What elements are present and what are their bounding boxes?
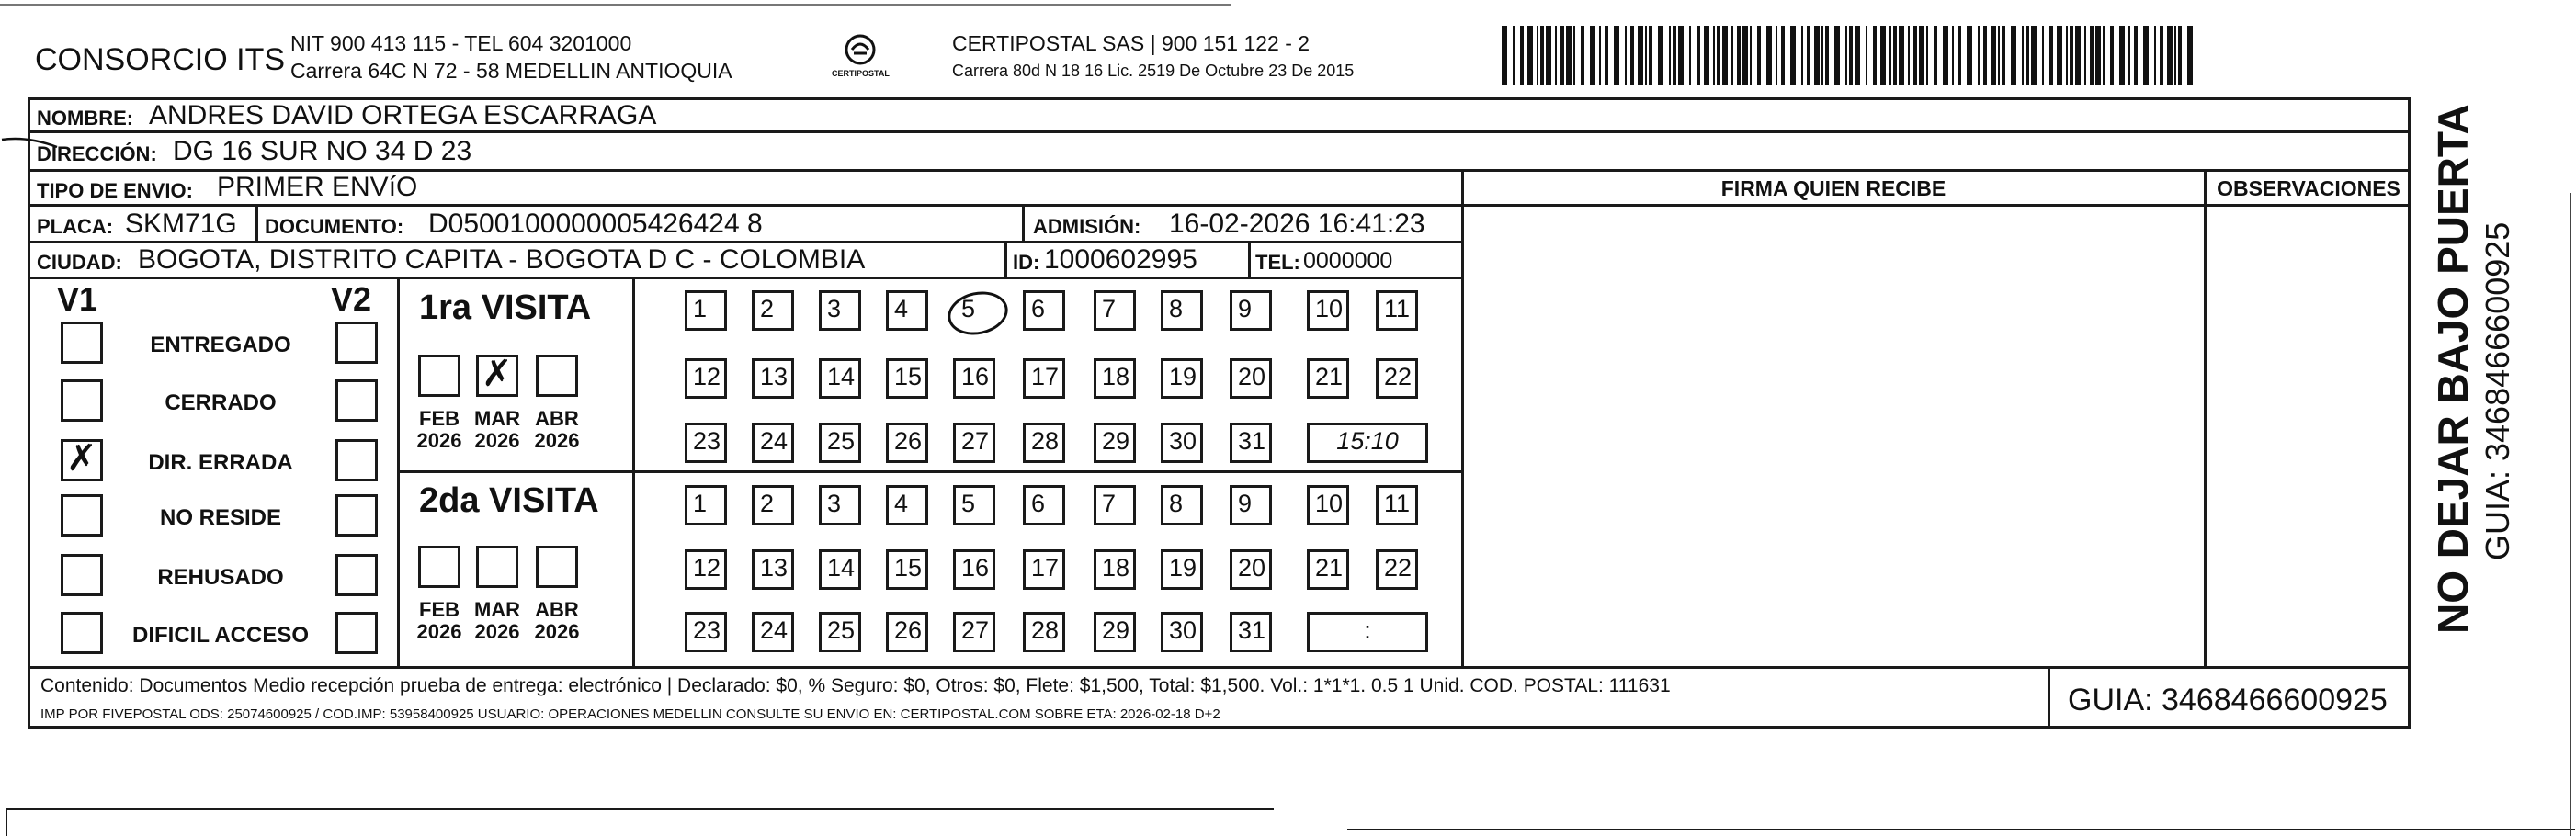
ciudad-label: CIUDAD: [37,251,122,274]
rule-firma-left [1461,169,1464,668]
side-warning: NO DEJAR BAJO PUERTA [2429,104,2477,634]
v1-label: V1 [57,280,98,318]
v1-checkbox [61,612,103,654]
month-checkbox [536,546,578,588]
v2-label: V2 [331,280,372,318]
day-box: 6 [1023,290,1065,331]
second-visit-title: 2da VISITA [419,481,599,520]
rule-tel-sep [1248,241,1251,278]
day-box: 22 [1376,358,1418,399]
month-name: ABR [535,407,579,430]
month-checkbox [476,546,518,588]
id-label: ID: [1013,251,1040,274]
footer-guia: GUIA: 3468466600925 [2068,683,2388,717]
rule-right [2408,97,2411,729]
day-box: 1 [685,290,727,331]
month-label [525,408,589,452]
v2-checkbox [335,322,378,364]
day-box: 4 [886,485,928,525]
v2-checkbox [335,554,378,596]
rule-firma-header [1461,204,2410,207]
day-box: 21 [1307,549,1349,590]
day-box: 11 [1376,485,1418,525]
check-mark-icon: ✗ [482,353,513,395]
v1-checkbox [61,322,103,364]
day-box: 27 [953,612,995,652]
nombre-value: ANDRES DAVID ORTEGA ESCARRAGA [149,100,657,130]
bottom-crop-right [1347,829,2575,830]
admision-value: 16-02-2026 16:41:23 [1169,209,1425,239]
rule-left [28,97,30,729]
month-label [525,599,589,643]
company-name: CONSORCIO ITS [35,42,286,77]
day-box: 8 [1161,485,1203,525]
certipostal-address: Carrera 80d N 18 16 Lic. 2519 De Octubre 23 De 2015 [952,62,1355,80]
direccion-value: DG 16 SUR NO 34 D 23 [173,136,472,166]
month-year: 2026 [474,620,520,644]
v2-checkbox [335,612,378,654]
day-box: 16 [953,549,995,590]
rule-nombre [28,130,2410,133]
day-box: 25 [819,423,861,463]
day-box: 10 [1307,290,1349,331]
barcode-icon [1502,26,2193,85]
day-box: 23 [685,612,727,652]
delivery-state-label: CERRADO [165,390,277,415]
right-edge-line [2570,193,2571,836]
day-box: 20 [1230,549,1272,590]
rule-admision-sep [1022,204,1025,243]
month-checkbox [418,355,460,397]
rule-footer [28,666,2410,669]
month-year: 2026 [534,429,580,453]
delivery-state-label: NO RESIDE [159,505,282,530]
day-box: 22 [1376,549,1418,590]
day-box: 28 [1023,423,1065,463]
side-guia: GUIA: 3468466600925 [2479,221,2516,560]
delivery-state-label: DIR. ERRADA [148,450,293,475]
day-box: 23 [685,423,727,463]
day-box: 2 [752,290,794,331]
day-box: 10 [1307,485,1349,525]
placa-value: SKM71G [125,209,237,239]
ciudad-value: BOGOTA, DISTRITO CAPITA - BOGOTA D C - COLOMBIA [138,244,866,275]
check-mark-icon: ✗ [66,437,97,480]
day-box: 31 [1230,423,1272,463]
day-box: 2 [752,485,794,525]
admision-label: ADMISIÓN: [1033,215,1141,238]
day-box: 18 [1094,549,1136,590]
v1-checkbox [61,554,103,596]
month-label [407,408,471,452]
day-box: 20 [1230,358,1272,399]
month-label [407,599,471,643]
tipo-label: TIPO DE ENVIO: [37,179,193,202]
v2-checkbox [335,379,378,422]
day-box: 12 [685,358,727,399]
tipo-value: PRIMER ENVíO [217,172,418,202]
day-box: 13 [752,549,794,590]
day-box: 28 [1023,612,1065,652]
month-year: 2026 [534,620,580,644]
direccion-label: DIRECCIÓN: [37,142,157,165]
day-box: 15 [886,358,928,399]
day-box: 7 [1094,290,1136,331]
tel-value: 0000000 [1303,248,1393,274]
day-box: 4 [886,290,928,331]
day-box: 3 [819,290,861,331]
logo-text: CERTIPOSTAL [832,69,890,78]
day-box: 5 [961,295,976,322]
day-box: 3 [819,485,861,525]
footer-line-2: IMP POR FIVEPOSTAL ODS: 25074600925 / COD.IMP: 53958400925 USUARIO: OPERACIONES MEDELLIN CONSULTE SU ENVIO EN: CERTIPOSTAL.COM SOBRE ETA: 2026-02-18 D+2 [40,706,1220,722]
documento-label: DOCUMENTO: [265,215,404,238]
month-name: ABR [535,598,579,621]
day-box: 18 [1094,358,1136,399]
day-box: 19 [1161,549,1203,590]
delivery-state-label: REHUSADO [157,565,284,590]
placa-label: PLACA: [37,215,114,238]
month-year: 2026 [474,429,520,453]
day-box: 14 [819,358,861,399]
day-box: 11 [1376,290,1418,331]
month-year: 2026 [416,429,462,453]
month-label [465,599,529,643]
month-checkbox [418,546,460,588]
certipostal-line: CERTIPOSTAL SAS | 900 151 122 - 2 [952,31,1311,55]
month-name: MAR [473,598,521,621]
v1-checkbox [61,494,103,537]
day-box: 30 [1161,423,1203,463]
v2-checkbox [335,439,378,481]
bottom-crop-left [6,808,1274,810]
day-box: 7 [1094,485,1136,525]
v1-checkbox [61,379,103,422]
day-box: 26 [886,423,928,463]
day-box: 17 [1023,358,1065,399]
first-visit-title: 1ra VISITA [419,288,592,327]
nombre-label: NOMBRE: [37,107,134,130]
time-box: 15:10 [1307,423,1428,463]
documento-value: D0500100000005426424 8 [428,209,763,239]
address-line: Carrera 64C N 72 - 58 MEDELLIN ANTIOQUIA [290,59,732,83]
day-box: 31 [1230,612,1272,652]
crop-line-top [0,4,1231,6]
rule-id-sep [1004,241,1007,278]
delivery-state-label: DIFICIL ACCESO [131,623,309,648]
day-box: 17 [1023,549,1065,590]
month-year: 2026 [416,620,462,644]
month-name: MAR [473,407,521,430]
day-box: 8 [1161,290,1203,331]
day-box: 16 [953,358,995,399]
rule-placa-sep [255,204,258,243]
day-box: 5 [953,485,995,525]
v2-checkbox [335,494,378,537]
time-box: : [1307,612,1428,652]
day-box: 1 [685,485,727,525]
month-checkbox [536,355,578,397]
id-value: 1000602995 [1044,244,1197,275]
delivery-state-label: ENTREGADO [150,333,291,357]
day-box: 13 [752,358,794,399]
day-box: 9 [1230,290,1272,331]
day-box: 21 [1307,358,1349,399]
day-box: 29 [1094,423,1136,463]
rule-visit-mid [397,470,1463,473]
day-box: 29 [1094,612,1136,652]
nit-line: NIT 900 413 115 - TEL 604 3201000 [290,31,632,55]
firma-header: FIRMA QUIEN RECIBE [1720,176,1946,200]
month-label [465,408,529,452]
tel-label: TEL: [1255,251,1300,274]
day-box: 15 [886,549,928,590]
day-box: 27 [953,423,995,463]
rule-guia-box-sep [2048,666,2050,728]
day-box: 24 [752,423,794,463]
day-box: 19 [1161,358,1203,399]
month-name: FEB [419,407,460,430]
observaciones-header: OBSERVACIONES [2217,176,2400,200]
rule-bottom [28,726,2410,729]
day-box: 30 [1161,612,1203,652]
month-name: FEB [419,598,460,621]
bottom-crop-left-edge [6,808,7,836]
day-box: 24 [752,612,794,652]
day-box: 12 [685,549,727,590]
day-box: 14 [819,549,861,590]
day-box: 26 [886,612,928,652]
footer-line-1: Contenido: Documentos Medio recepción prueba de entrega: electrónico | Declarado: $0, % Seguro: $0, Otros: $0, Flete: $1,500, Total: $1,500. Vol.: 1*1*1. 0.5 1 Unid. COD. POSTAL: 111631 [40,675,1671,696]
day-box: 9 [1230,485,1272,525]
day-box: 6 [1023,485,1065,525]
rule-obs-left [2204,169,2207,668]
day-box: 25 [819,612,861,652]
